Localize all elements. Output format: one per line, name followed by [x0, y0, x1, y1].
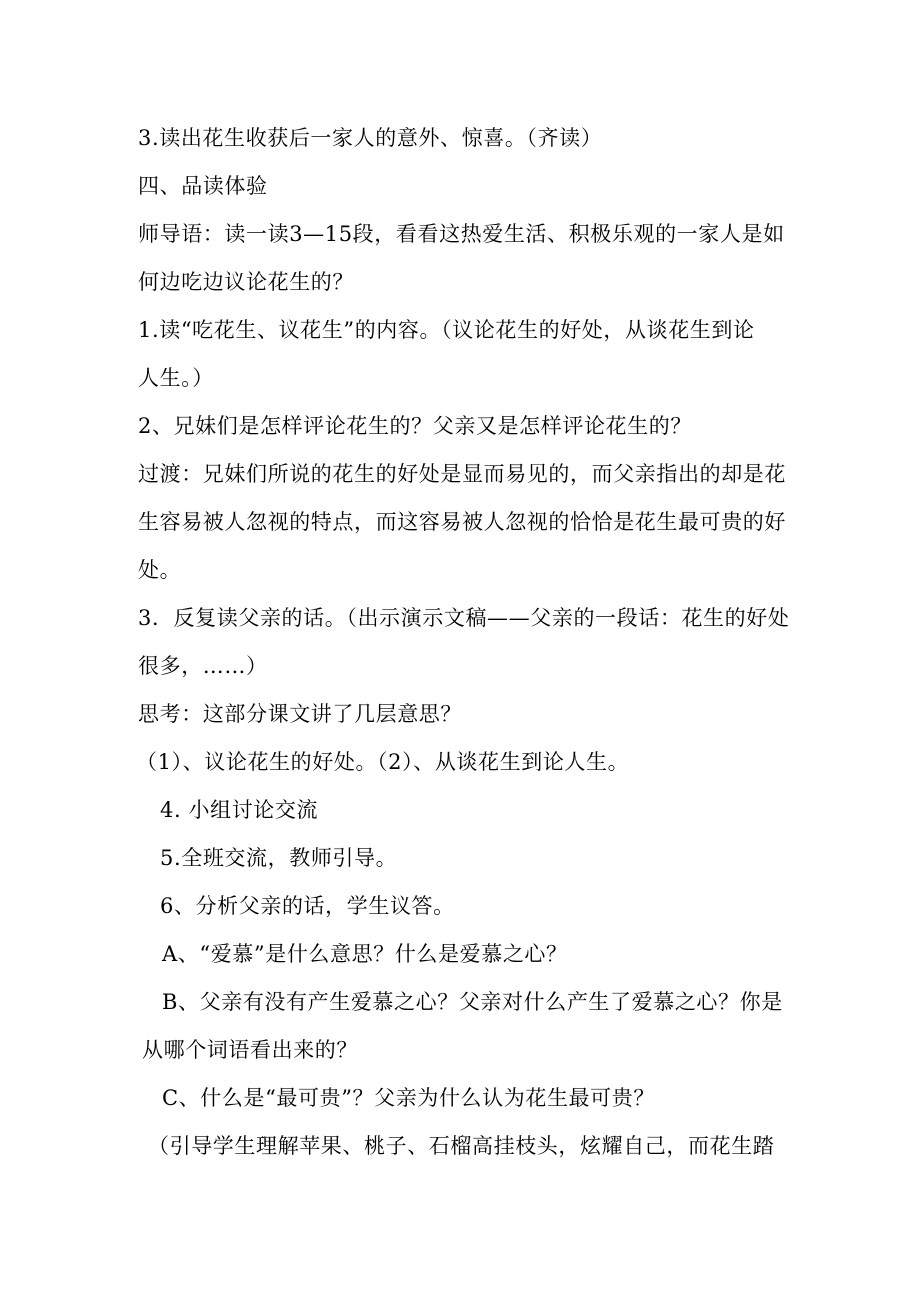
sub-question-a: A、“爱慕”是什么意思？什么是爱慕之心？: [162, 942, 568, 966]
step-3-line-1: 3．反复读父亲的话。（出示演示文稿——父亲的一段话：花生的好处: [138, 606, 790, 630]
guidance-line: （引导学生理解苹果、桃子、石榴高挂枝头，炫耀自己，而花生踏: [148, 1134, 775, 1158]
step-3-line-2: 很多，……）: [138, 654, 268, 678]
transition-line-1: 过渡：兄妹们所说的花生的好处是显而易见的，而父亲指出的却是花: [138, 462, 786, 486]
sub-question-c: C、什么是“最可贵”？父亲为什么认为花生最可贵？: [162, 1086, 655, 1110]
teacher-intro-line-2: 何边吃边议论花生的？: [138, 270, 354, 294]
step-1-line-1: 1.读“吃花生、议花生”的内容。（议论花生的好处，从谈花生到论: [138, 318, 755, 342]
teacher-intro-line-1: 师导语：读一读3—15段，看看这热爱生活、积极乐观的一家人是如: [138, 222, 785, 246]
step-5-line: 5.全班交流，教师引导。: [160, 846, 398, 870]
step-2-line: 2、兄妹们是怎样评论花生的？父亲又是怎样评论花生的？: [138, 414, 692, 438]
section-heading-4: 四、品读体验: [138, 174, 268, 198]
sub-question-b-line-1: B、父亲有没有产生爱慕之心？父亲对什么产生了爱慕之心？你是: [162, 990, 783, 1014]
sub-question-b-line-2: 从哪个词语看出来的？: [142, 1038, 358, 1062]
meaning-layers-line: （1）、议论花生的好处。（2）、从谈花生到论人生。: [136, 750, 630, 774]
step-6-line: 6、分析父亲的话，学生议答。: [160, 894, 455, 918]
transition-line-2: 生容易被人忽视的特点，而这容易被人忽视的恰恰是花生最可贵的好: [138, 510, 786, 534]
transition-line-3: 处。: [138, 558, 182, 582]
step-4-line: 4. 小组讨论交流: [160, 798, 319, 822]
step-1-line-2: 人生。）: [138, 366, 214, 390]
question-line: 思考：这部分课文讲了几层意思？: [138, 702, 462, 726]
text-line-step-3-read: 3.读出花生收获后一家人的意外、惊喜。（齐读）: [138, 126, 603, 150]
